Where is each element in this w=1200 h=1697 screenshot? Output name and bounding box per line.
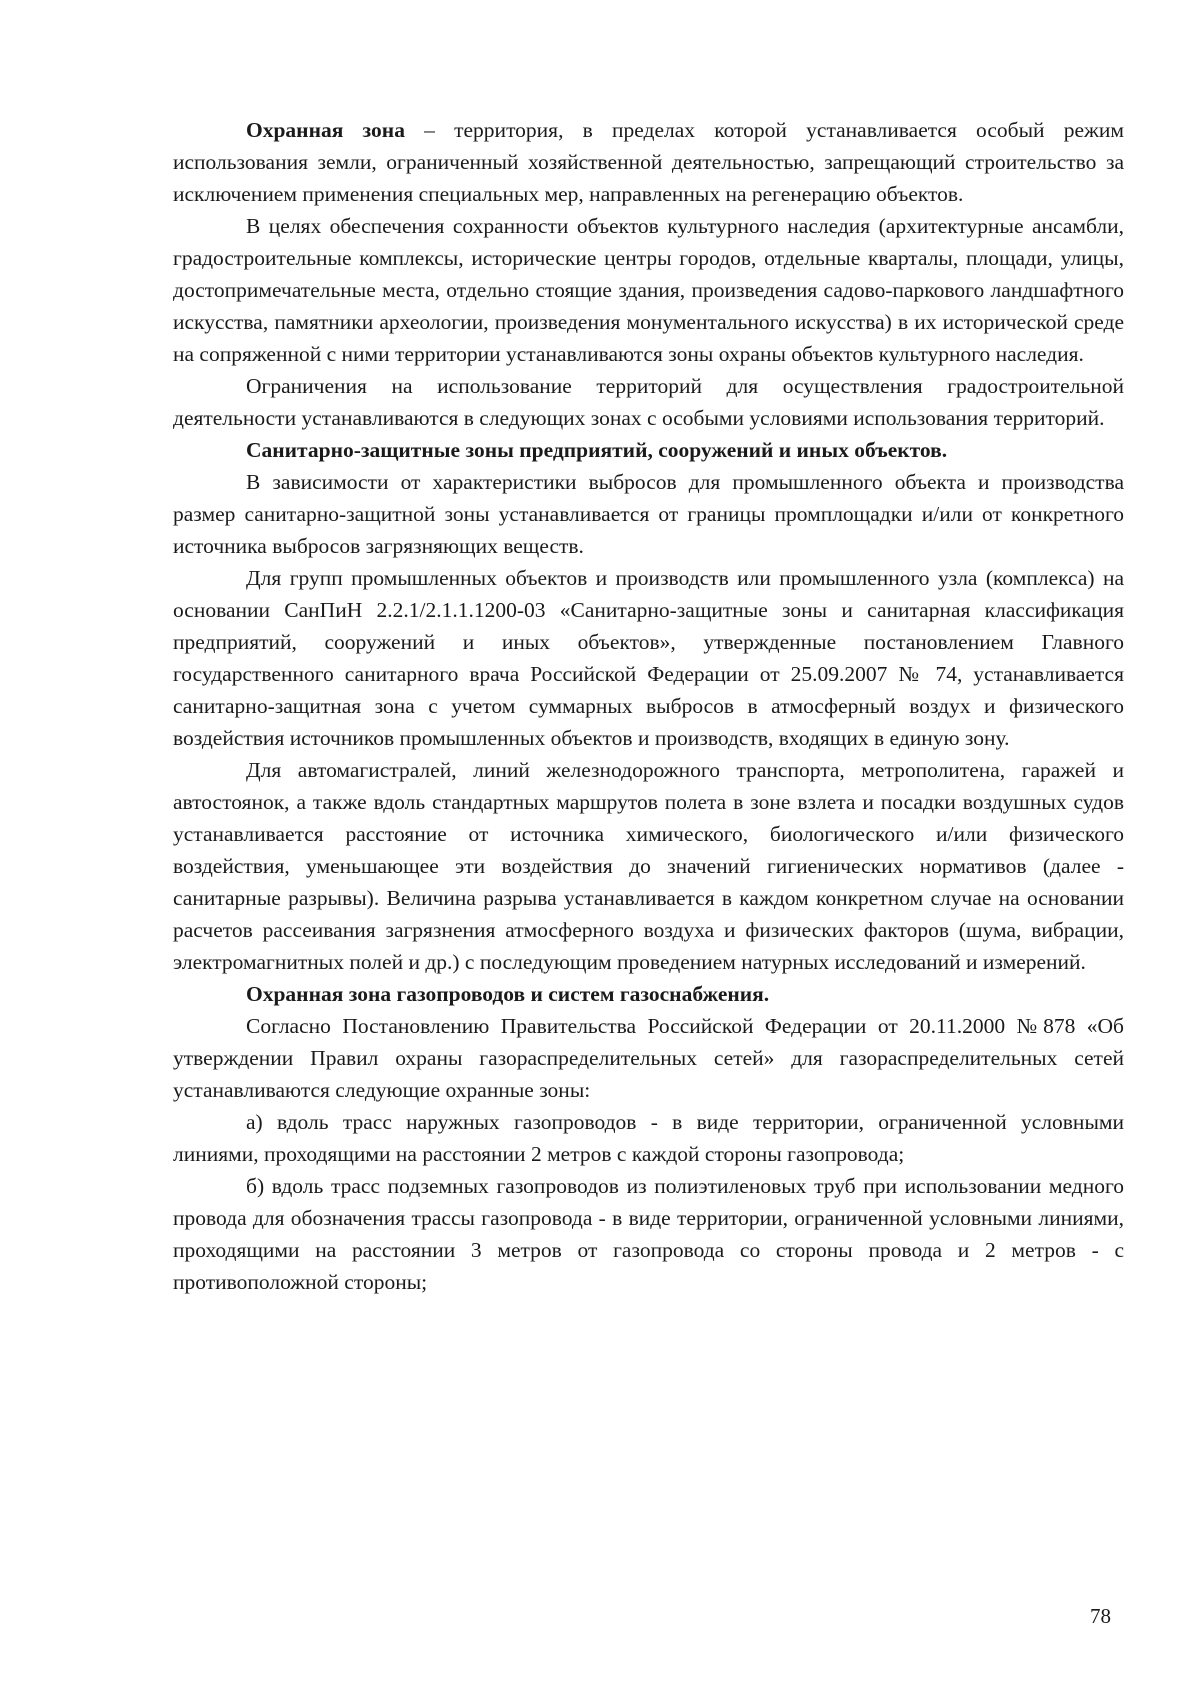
- paragraph-sanpin: Для групп промышленных объектов и производств или промышленного узла (комплекса) на основании СанПиН 2.2.1/2.1.1.1200-03 «Санитарно-защитные зоны и санитарная классификация предприятий, сооружений и иных объектов», утвержденные постановлением Главного государственного санитарного врача Российской Федерации от 25.09.2007 № 74, устанавливается санитарно-защитная зона с учетом суммарных выбросов в атмосферный воздух и физического воздействия источников промышленных объектов и производств, входящих в единую зону.: [173, 566, 1124, 750]
- paragraph-cultural-heritage: В целях обеспечения сохранности объектов культурного наследия (архитектурные ансамбли, градостроительные комплексы, исторические центры городов, отдельные кварталы, площади, улицы, достопримечательные места, отдельно стоящие здания, произведения садово-паркового ландшафтного искусства, памятники археологии, произведения монументального искусства) в их исторической среде на сопряженной с ними территории устанавливаются зоны охраны объектов культурного наследия.: [173, 214, 1124, 366]
- paragraph-gas-regulation: Согласно Постановлению Правительства Российской Федерации от 20.11.2000 №878 «Об утверждении Правил охраны газораспределительных сетей» для газораспределительных сетей устанавливаются следующие охранные зоны:: [173, 1014, 1124, 1102]
- paragraph-sanitary-gaps: Для автомагистралей, линий железнодорожного транспорта, метрополитена, гаражей и автостоянок, а также вдоль стандартных маршрутов полета в зоне взлета и посадки воздушных судов устанавливается расстояние от источника химического, биологического и/или физического воздействия, уменьшающее эти воздействия до значений гигиенических нормативов (далее - санитарные разрывы). Величина разрыва устанавливается в каждом конкретном случае на основании расчетов рассеивания загрязнения атмосферного воздуха и физических факторов (шума, вибрации, электромагнитных полей и др.) с последующим проведением натурных исследований и измерений.: [173, 758, 1124, 974]
- heading-gas-pipelines: Охранная зона газопроводов и систем газоснабжения.: [246, 982, 770, 1006]
- page-number: 78: [1090, 1604, 1111, 1628]
- paragraph-protection-zone: [173, 114, 1124, 210]
- definition-text: – территория, в пределах которой устанавливается особый режим использования земли, ограниченный хозяйственной деятельностью, запрещающий строительство за исключением применения специальных мер, направленных на регенерацию объектов.: [173, 118, 1124, 206]
- heading-sanitary-zones: Санитарно-защитные зоны предприятий, сооружений и иных объектов.: [246, 438, 948, 462]
- list-item-a: а) вдоль трасс наружных газопроводов - в виде территории, ограниченной условными линиями, проходящими на расстоянии 2 метров с каждой стороны газопровода;: [173, 1110, 1124, 1166]
- paragraph-restrictions: Ограничения на использование территорий для осуществления градостроительной деятельности устанавливаются в следующих зонах с особыми условиями использования территорий.: [173, 374, 1124, 430]
- term-protection-zone: Охранная зона: [246, 118, 405, 142]
- paragraph-emissions: В зависимости от характеристики выбросов для промышленного объекта и производства размер санитарно-защитной зоны устанавливается от границы промплощадки и/или от конкретного источника выбросов загрязняющих веществ.: [173, 470, 1124, 558]
- document-page: [173, 114, 1124, 1298]
- list-item-b: б) вдоль трасс подземных газопроводов из полиэтиленовых труб при использовании медного провода для обозначения трассы газопровода - в виде территории, ограниченной условными линиями, проходящими на расстоянии 3 метров от газопровода со стороны провода и 2 метров - с противоположной стороны;: [173, 1174, 1124, 1294]
